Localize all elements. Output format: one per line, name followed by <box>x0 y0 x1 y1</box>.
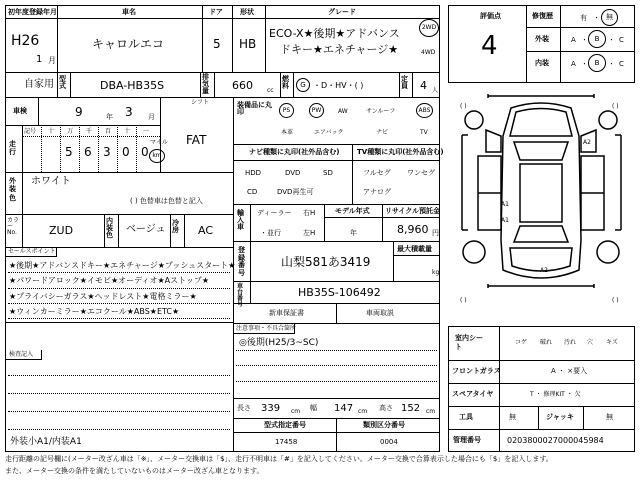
displacement-label: 排気量 <box>202 73 209 95</box>
class-number-value: 0004 <box>380 438 398 446</box>
tv-analog: アナログ <box>363 188 391 196</box>
sheet-tear: 破れ <box>540 339 553 346</box>
exterior-grade-a: A <box>571 36 576 44</box>
tv-fullseg: フルセグ <box>363 169 391 177</box>
grade-label: グレード <box>328 8 356 16</box>
nav-hdd: HDD <box>245 169 262 177</box>
interior-grade-b-circle: B <box>588 54 606 72</box>
exterior-note: ( ) 色替車は色替と記入 <box>130 197 203 205</box>
vehicle-manual: 車両取説 <box>366 309 394 317</box>
repair-sep: ・ <box>593 14 600 22</box>
divider <box>233 160 440 161</box>
divider <box>8 303 230 304</box>
mileage-col-divider <box>98 125 99 172</box>
divider <box>22 172 23 214</box>
interior-grade-a: A <box>571 60 576 68</box>
exterior-grade-b-circle: B <box>588 30 606 48</box>
selling-title: セールスポイント <box>8 248 56 255</box>
color-no: ZUD <box>49 224 74 237</box>
aw-item: AW <box>338 108 348 115</box>
tools-label: 工具 <box>459 413 473 421</box>
inspection-year-unit: 年 <box>106 113 113 121</box>
model-year-unit: 年 <box>350 229 357 237</box>
plate-number: 山梨581あ3419 <box>281 255 371 269</box>
sheet-stain: 汚れ <box>564 339 577 346</box>
selling-line-1: ★後期★アドバンスドキー★エネチャージ★プッシュスタート★ <box>9 261 236 270</box>
divider <box>200 72 201 97</box>
exterior-color: ホワイト <box>31 176 71 187</box>
inspection-month: 3 <box>125 105 133 119</box>
sheet-hole: 穴 <box>587 339 594 346</box>
shift-label: シフト <box>191 99 210 106</box>
divider <box>393 241 394 281</box>
divider <box>336 303 337 323</box>
divider <box>280 72 281 97</box>
repair-no-circle: 無 <box>601 9 618 26</box>
management-label: 管理番号 <box>453 436 481 444</box>
footer-line-2: また、メーター交換の条件を満たしていないものはメーター改ざん車となります。 <box>5 467 264 475</box>
repair-label: 修復歴 <box>532 12 553 20</box>
sheet-burn: コゲ <box>515 339 528 346</box>
divider <box>526 27 635 28</box>
divider <box>57 72 58 97</box>
dot-sep: ・ <box>581 60 588 68</box>
divider <box>233 398 440 399</box>
mileage-unit-label: 百 <box>105 128 112 135</box>
ac-label: 冷房 <box>172 219 179 234</box>
mileage-digit: 0 <box>141 145 149 159</box>
divider <box>8 375 230 376</box>
divider <box>233 432 440 433</box>
divider <box>8 318 230 319</box>
abs-circle: ABS <box>416 103 433 118</box>
divider <box>232 5 233 72</box>
mileage-unit-label: 記号 <box>24 128 37 135</box>
divider <box>22 214 23 247</box>
mileage-col-divider <box>117 125 118 172</box>
score-value: 4 <box>481 31 498 61</box>
selling-line-4: ★ウィンカーミラー★エコクール★ABS★ETC★ <box>9 307 180 316</box>
inspection-label: 車検 <box>13 107 27 115</box>
mileage-col-divider <box>136 125 137 172</box>
divider <box>324 204 325 241</box>
dot-sep: ・ <box>608 36 615 44</box>
divider <box>8 429 230 430</box>
divider <box>250 281 251 303</box>
displacement-value: 660 <box>232 79 253 92</box>
divider <box>70 72 71 97</box>
sunroof-item: サンルーフ <box>366 108 396 115</box>
divider <box>265 5 266 72</box>
divider <box>560 5 561 83</box>
score-label: 評価点 <box>480 12 501 20</box>
equipment-label: 装備品に丸印 <box>237 101 272 116</box>
divider <box>250 241 251 281</box>
leather-item: 本革 <box>281 129 294 136</box>
management-number: 0203800027000045984 <box>507 436 604 445</box>
divider <box>448 406 635 407</box>
ps-circle: PS <box>279 103 294 118</box>
reg-date-label: 初年度登録年月 <box>8 8 57 16</box>
mileage-unit-label: 万 <box>67 128 74 135</box>
divider <box>233 241 440 242</box>
doors-value: 5 <box>213 37 221 51</box>
interior-grade-c: C <box>619 60 624 68</box>
selling-line-2: ★パワードアロック★イモビ★オーディオ★Aストップ★ <box>9 276 210 285</box>
damage-label-a1-side: A1 <box>501 217 509 224</box>
divider <box>412 72 413 97</box>
km-circle: km <box>149 149 165 163</box>
chassis-number: HB35S-106492 <box>298 286 381 299</box>
svg-text:( ): ( ) <box>612 297 619 304</box>
displacement-unit: cc <box>267 87 274 94</box>
divider <box>352 144 353 204</box>
type-number-value: 17458 <box>275 438 298 446</box>
notes-title: 注意事項・不具合箇所 <box>236 325 297 332</box>
divider <box>8 288 230 289</box>
capacity-label: 定員 <box>401 75 408 90</box>
dot-sep: ・ <box>581 36 588 44</box>
divider <box>118 214 119 247</box>
divider <box>236 350 437 351</box>
divider <box>236 381 437 382</box>
divider <box>336 418 337 452</box>
divider <box>214 72 215 97</box>
divider <box>538 406 539 429</box>
exterior-grade-c: C <box>619 36 624 44</box>
tv-title: TV種類に丸印(社外品含む) <box>357 148 444 156</box>
nav-title: ナビ種類に丸印(社外品含む) <box>249 148 340 156</box>
ac-value: AC <box>198 224 214 237</box>
doors-label: ドア <box>209 8 223 16</box>
spare-tire-label: スペアタイヤ <box>452 390 494 398</box>
grade-line1: ECO-X★後期★アドバンス <box>269 27 400 40</box>
damage-label-a2-right: A2 <box>583 139 591 146</box>
drive-2wd-circle: 2WD <box>419 19 439 37</box>
tv-oneseg: ワンセグ <box>407 169 435 177</box>
mileage-digit: 6 <box>84 145 92 159</box>
tv-item: TV <box>420 129 428 136</box>
inspector-title: 検査記入 <box>9 351 34 358</box>
jack-label: ジャッキ <box>546 413 574 421</box>
nav-item: ナビ <box>376 129 389 136</box>
sheet-scratch: キズ <box>606 339 618 346</box>
chassis-label: 車台番号 <box>237 283 244 308</box>
mileage-unit-label: 十 <box>48 128 55 135</box>
interior-label: 内装色 <box>106 217 113 239</box>
divider <box>57 5 58 72</box>
mileage-col-divider <box>41 125 42 172</box>
divider <box>104 214 105 247</box>
grade-line2: ドキー★エネチャージ★ <box>280 43 399 56</box>
recycle-label: リサイクル預託金 <box>385 207 441 215</box>
inspector-note: 外装小A1/内装A1 <box>10 437 82 447</box>
divider <box>5 214 233 215</box>
selling-line-3: ★プライバシーガラス★ヘッドレスト★電格ミラー★ <box>9 292 197 301</box>
divider <box>233 144 440 145</box>
inspection-month-unit: 月 <box>148 113 155 121</box>
divider <box>184 214 185 247</box>
length-value: 339 <box>261 403 281 414</box>
mileage-unit-label: 十 <box>124 128 131 135</box>
height-label: 高さ <box>379 404 393 412</box>
mileage-digit: 0 <box>122 145 130 159</box>
divider <box>448 429 635 430</box>
recycle-amount: 8,960 <box>397 223 429 236</box>
jack-value: 無 <box>606 413 613 421</box>
class-number-label: 類別区分番号 <box>363 421 405 429</box>
mileage-unit-label: 一 <box>143 128 150 135</box>
divider <box>5 97 440 98</box>
divider <box>393 255 440 256</box>
divider <box>8 411 230 412</box>
mileage-col-divider <box>60 125 61 172</box>
notes-text: ◎後期(H25/3~SC) <box>239 338 319 348</box>
tools-value: 無 <box>509 413 516 421</box>
interior-sheet-label: 室内シート <box>455 334 483 352</box>
fuel-g-circle: G <box>296 78 310 92</box>
divider <box>202 5 203 72</box>
length-label: 長さ <box>237 404 251 412</box>
max-load-label: 最大積載量 <box>397 245 432 253</box>
divider <box>233 281 440 282</box>
nav-sd: SD <box>323 169 333 177</box>
damage-label-a2-rear: A2 <box>540 267 548 274</box>
reg-year: H26 <box>11 33 40 49</box>
mileage-side-label: 走行 <box>9 140 16 157</box>
svg-text:( ): ( ) <box>612 103 619 110</box>
capacity-unit: 人 <box>432 87 439 94</box>
exterior-side-label: 外装色 <box>9 177 16 202</box>
divider <box>38 97 39 125</box>
footer-line-1: 走行距離の記号欄に(メーター改ざん車は「※」、メーター交換車は「$」、走行不明車は「#」を記入してください。メーター交換で合算表示した場合にも「$」を記入します。 <box>5 455 553 463</box>
car-name: キャロルエコ <box>92 37 165 51</box>
drive-4wd: 4WD <box>421 49 436 56</box>
nav-dvd-play: DVD再生可 <box>277 188 314 196</box>
interior-color: ベージュ <box>126 224 166 235</box>
model-value: DBA-HB35S <box>100 79 165 92</box>
right-hand: 右H <box>303 209 316 217</box>
shape-label: 形状 <box>240 8 254 16</box>
fuel-label: 燃料 <box>282 75 289 90</box>
height-value: 152 <box>401 403 421 414</box>
mileage-digit: 5 <box>65 145 73 159</box>
import-label: 輸入車 <box>237 209 244 231</box>
divider <box>526 5 527 83</box>
divider <box>233 204 440 205</box>
mileage-unit-label: 千 <box>86 128 93 135</box>
reg-month-unit: 月 <box>48 56 56 65</box>
capacity-value: 4 <box>420 79 427 92</box>
fuel-options: ・D・HV・( ) <box>313 81 364 90</box>
shift-value: FAT <box>186 133 207 147</box>
recycle-unit: 円 <box>432 229 439 237</box>
import-parallel: ・並行 <box>260 229 281 237</box>
divider <box>448 383 635 384</box>
divider <box>324 217 440 218</box>
divider <box>448 360 635 361</box>
height-unit: cm <box>426 408 436 415</box>
divider <box>293 72 294 97</box>
exterior-grade-label: 外装 <box>535 35 549 43</box>
svg-text:( ): ( ) <box>460 103 467 110</box>
left-hand: 左H <box>303 229 316 237</box>
mileage-digit: 3 <box>103 145 111 159</box>
divider <box>5 18 440 19</box>
import-dealer: ディーラー <box>257 209 292 217</box>
registration-label: 登録番号 <box>238 246 245 278</box>
svg-text:( ): ( ) <box>460 297 467 304</box>
repair-yes: 有 <box>580 14 587 22</box>
new-car-warranty: 新車保証書 <box>269 309 304 317</box>
divider <box>170 214 171 247</box>
type-number-label: 型式指定番号 <box>264 421 306 429</box>
width-value: 147 <box>334 403 354 414</box>
nav-dvd: DVD <box>285 169 301 177</box>
dot-sep: ・ <box>608 60 615 68</box>
reg-month: 1 <box>36 54 43 65</box>
divider <box>583 406 584 429</box>
model-year-label: モデル年式 <box>335 207 370 215</box>
model-label: 型式 <box>59 75 66 90</box>
pw-circle: PW <box>309 103 324 118</box>
divider <box>526 51 635 52</box>
shape-value: HB <box>239 37 257 51</box>
spare-tire-value: T ・ 修理KIT ・ 欠 <box>530 391 581 398</box>
width-unit: cm <box>358 408 368 415</box>
divider <box>236 365 437 366</box>
color-no-label: カラーNo. <box>7 217 20 236</box>
mileage-col-divider <box>79 125 80 172</box>
max-load-unit: kg <box>432 269 440 276</box>
car-name-label: 車名 <box>122 8 136 16</box>
interior-grade-label: 内装 <box>535 59 549 67</box>
divider <box>399 72 400 97</box>
divider <box>5 172 233 173</box>
usage-value: 自家用 <box>24 79 54 90</box>
inspection-year: 9 <box>75 105 83 119</box>
divider <box>22 125 23 172</box>
divider <box>5 322 233 323</box>
divider <box>382 204 383 241</box>
mile-label: マイル <box>150 139 168 146</box>
length-unit: cm <box>291 408 301 415</box>
divider <box>8 393 230 394</box>
front-glass-value: A ・ ×要入 <box>551 367 588 375</box>
divider <box>499 326 500 452</box>
airbag-item: エアバック <box>314 129 344 136</box>
nav-cd: CD <box>247 188 258 196</box>
damage-label-a1-top: A1 <box>501 201 509 208</box>
front-glass-label: フロントガラス <box>452 367 501 375</box>
width-label: 幅 <box>310 404 317 412</box>
car-damage-diagram <box>448 90 635 320</box>
divider <box>8 272 230 273</box>
divider <box>250 204 251 241</box>
divider <box>22 136 160 137</box>
